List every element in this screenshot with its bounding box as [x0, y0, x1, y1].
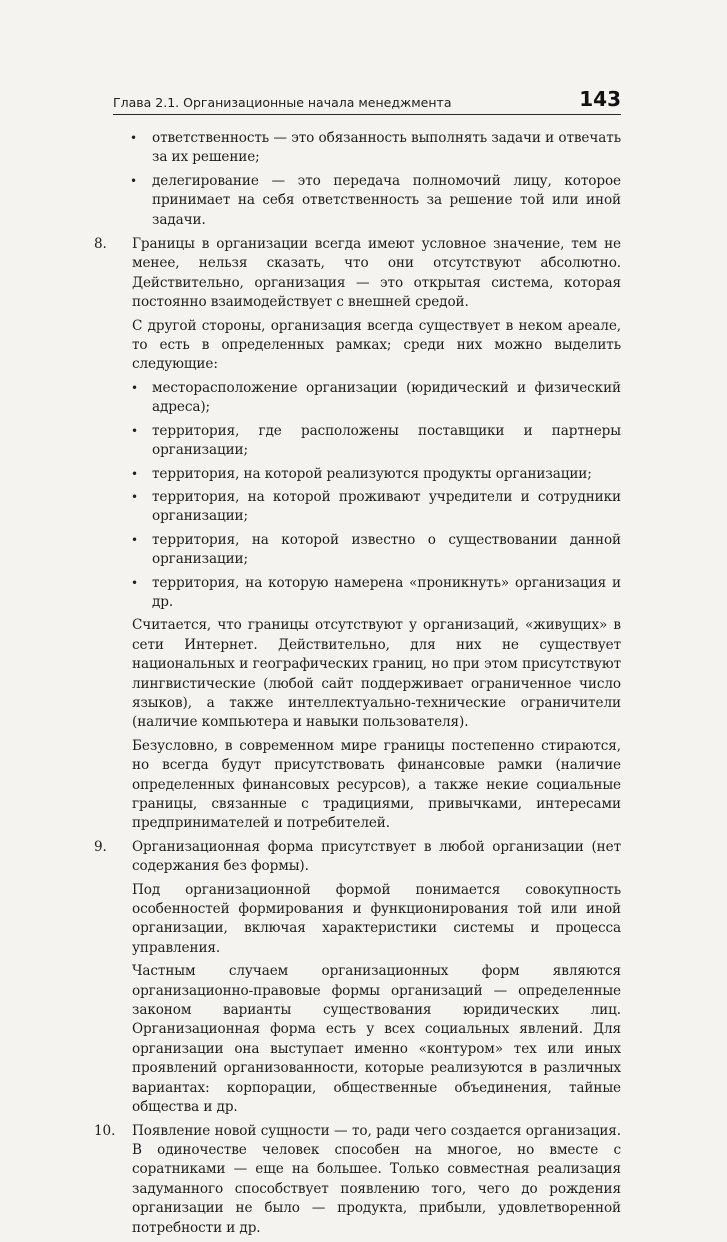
list-item: • месторасположение организации (юридический и физический адреса); — [131, 379, 621, 416]
chapter-title: Глава 2.1. Организационные начала менеджмента — [113, 95, 452, 110]
paragraph: Под организационной формой понимается совокупность особенностей формирования и функционирования той или иной организации, включая характеристики системы и процесса управления. — [132, 881, 621, 956]
bullet-icon: • — [131, 423, 138, 438]
bullet-icon: • — [131, 380, 138, 395]
running-header — [113, 88, 621, 115]
list-item: • территория, на которой известно о существовании данной организации; — [131, 531, 621, 568]
numbered-item-10 — [94, 1122, 621, 1238]
paragraph: Организационная форма присутствует в любой организации (нет содержания без формы). — [132, 838, 621, 875]
bullet-icon: • — [130, 131, 137, 145]
paragraph: Появление новой сущности — то, ради чего создается организация. В одиночестве человек способен на многое, но вместе с соратниками — еще на большее. Только совместная реализация задуманного способствует появлению того, чего до рождения организации не было — продукта, прибыли, удовлетворенной потребности и др. — [132, 1122, 621, 1236]
paragraph: Считается, что границы отсутствуют у организаций, «живущих» в сети Интернет. Действительно, для них не существует национальных и географических границ, но при этом присутствуют лингвистические (любой сайт поддерживает ограниченное число языков), а также интеллектуально-технические ограничители (наличие компьютера и навыки пользователя). — [132, 617, 621, 731]
paragraph: Безусловно, в современном мире границы постепенно стираются, но всегда будут присутствовать финансовые рамки (наличие определенных финансовых ресурсов), а также некие социальные границы, связанные с традициями, привычками, интересами предпринимателей и потребителей. — [132, 737, 621, 832]
list-item: • территория, на которую намерена «проникнуть» организация и др. — [131, 574, 621, 610]
item-number: 9. — [94, 838, 107, 855]
bullet-icon: • — [130, 173, 137, 188]
numbered-item-8 — [94, 235, 621, 834]
paragraph: Границы в организации всегда имеют условное значение, тем не менее, нельзя сказать, что они отсутствуют абсолютно. Действительно, организация — это открытая система, которая постоянно взаимодействует с внешней средой. — [132, 236, 621, 311]
list-item: • территория, на которой реализуются продукты организации; — [132, 465, 621, 484]
intro-bullet-list — [113, 129, 621, 230]
bullet-icon: • — [131, 532, 138, 547]
list-item: • территория, на которой проживают учредители и сотрудники организации; — [131, 488, 621, 525]
item-number: 8. — [94, 236, 107, 253]
page-body — [94, 129, 621, 1242]
list-item: • территория, где расположены поставщики и партнеры организации; — [131, 422, 621, 459]
list-item: • делегирование — это передача полномочий лицу, которое принимает на себя ответственность за решение той или иной задачи. — [130, 172, 621, 228]
bullet-list — [132, 379, 621, 612]
page-number: 143 — [579, 87, 621, 111]
item-number: 10. — [94, 1122, 116, 1139]
numbered-item-9 — [94, 838, 621, 1118]
bullet-icon: • — [131, 489, 138, 504]
paragraph: С другой стороны, организация всегда существует в неком ареале, то есть в определенных рамках; среди них можно выделить следующие: — [132, 317, 621, 373]
list-item: • ответственность — это обязанность выполнять задачи и отвечать за их решение; — [130, 130, 621, 166]
bullet-icon: • — [131, 575, 138, 590]
paragraph: Частным случаем организационных форм являются организационно-правовые формы организаций — определенные законом варианты существования юридических лиц. Организационная форма есть у всех социальных явлений. Для организации она выступает именно «контуром» тех или иных проявлений организованности, которые реализуются в различных вариантах: корпорации, общественные объединения, тайные общества и др. — [132, 963, 621, 1116]
bullet-icon: • — [131, 466, 138, 481]
